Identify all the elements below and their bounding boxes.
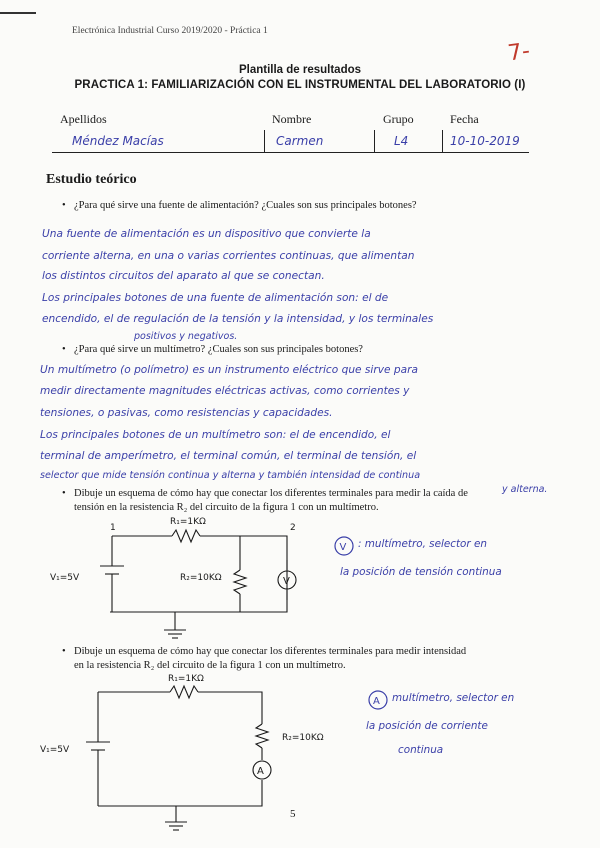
question-4-text-line2: en la resistencia R₂ del circuito de la figura 1 con un multímetro. (74, 660, 346, 671)
circuit-1-source-label: V₁=5V (50, 573, 80, 583)
circuit-2-r2-label: R₂=10KΩ (282, 733, 324, 743)
answer-2-line: medir directamente magnitudes eléctricas activas, como corrientes y (40, 385, 410, 397)
bullet: • (62, 488, 66, 499)
answer-2-line: Un multímetro (o polímetro) es un instrumento eléctrico que sirve para (40, 364, 418, 376)
answer-2-line: Los principales botones de un multímetro son: el de encendido, el (40, 429, 391, 441)
page-number: 5 (290, 808, 296, 820)
value-fecha: 10-10-2019 (450, 134, 520, 148)
col-header-grupo: Grupo (383, 112, 414, 126)
circuit-1-voltmeter (100, 530, 296, 638)
section-title: Estudio teórico (46, 172, 137, 187)
template-title: Plantilla de resultados (238, 64, 362, 76)
circuit-2-r1-resistor (170, 686, 198, 698)
circuit-1-node-2: 2 (290, 523, 296, 533)
practice-title: PRACTICA 1: FAMILIARIZACIÓN CON EL INSTRUMENTAL DEL LABORATORIO (I) (74, 79, 526, 91)
note-4-symbol: A (373, 696, 380, 707)
note-3-line: la posición de tensión continua (340, 566, 502, 578)
bullet: • (62, 200, 66, 211)
circuit-2-source-label: V₁=5V (40, 745, 70, 755)
col-header-nombre: Nombre (272, 112, 312, 126)
question-3-text-line2: tensión en la resistencia R₂ del circuito de la figura 1 con un multímetro. (74, 502, 379, 513)
circuit-1-node-1: 1 (110, 523, 116, 533)
answer-1-line: Los principales botones de una fuente de alimentación son: el de (42, 292, 389, 304)
circuit-1-r2-label: R₂=10KΩ (180, 573, 222, 583)
note-3-line: : multímetro, selector en (358, 538, 487, 550)
note-4-line: multímetro, selector en (392, 692, 515, 704)
answer-2-line: terminal de amperímetro, el terminal común, el terminal de tensión, el (40, 450, 417, 462)
question-1-text: ¿Para qué sirve una fuente de alimentación? ¿Cuales son sus principales botones? (74, 200, 417, 211)
note-4-line: continua (398, 744, 444, 756)
grade-mark: 7- (506, 38, 532, 67)
circuit-2-ammeter (86, 686, 271, 830)
circuit-2-wire (98, 780, 262, 806)
answer-2-line: tensiones, o pasivas, como resistencias y capacidades. (40, 407, 333, 419)
answer-1-line: Una fuente de alimentación es un dispositivo que convierte la (42, 228, 371, 240)
circuit-1-meter-symbol: V (283, 576, 290, 587)
col-header-fecha: Fecha (450, 112, 479, 126)
course-header: Electrónica Industrial Curso 2019/2020 - Práctica 1 (72, 26, 268, 36)
answer-1-line: corriente alterna, en una o varias corrientes continuas, que alimentan (42, 250, 415, 262)
col-header-apellidos: Apellidos (60, 112, 107, 126)
answer-1-line: encendido, el de regulación de la tensión y la intensidad, y los terminales (42, 313, 434, 325)
circuit-2-meter-symbol: A (257, 766, 264, 777)
bullet: • (62, 344, 66, 355)
note-4-line: la posición de corriente (366, 720, 488, 732)
circuit-2-r1-label: R₁=1KΩ (168, 674, 204, 684)
question-3-text-line1: Dibuje un esquema de cómo hay que conectar los diferentes terminales para medir la caída de (74, 488, 468, 499)
answer-2-line: y alterna. (502, 484, 548, 495)
circuit-2-wire (198, 692, 262, 724)
answer-1-line: los distintos circuitos del aparato al que se conectan. (42, 270, 325, 282)
question-2-text: ¿Para qué sirve un multímetro? ¿Cuales son sus principales botones? (74, 344, 363, 355)
note-3-symbol: V (339, 542, 347, 553)
answer-1-line: positivos y negativos. (134, 331, 238, 342)
question-4-text-line1: Dibuje un esquema de cómo hay que conectar los diferentes terminales para medir intensidad (74, 646, 467, 657)
answer-2-line: selector que mide tensión continua y alterna y también intensidad de continua (40, 470, 421, 481)
value-grupo: L4 (394, 134, 409, 148)
circuit-1-r1-label: R₁=1KΩ (170, 517, 206, 527)
circuit-1-r2-resistor (234, 570, 246, 594)
value-nombre: Carmen (276, 134, 324, 148)
value-apellidos: Méndez Macías (72, 134, 164, 148)
bullet: • (62, 646, 66, 657)
circuit-2-r2-resistor (256, 724, 268, 748)
circuit-1-r1-resistor (172, 530, 200, 542)
